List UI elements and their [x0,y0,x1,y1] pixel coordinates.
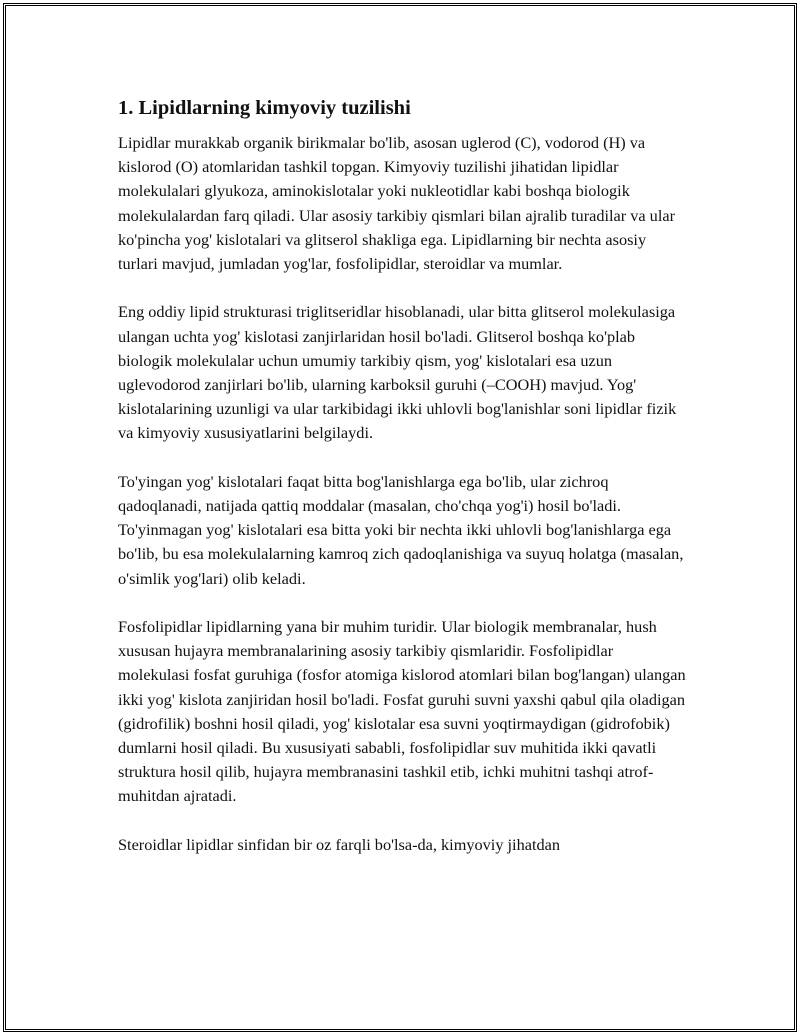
section-heading: 1. Lipidlarning kimyoviy tuzilishi [118,97,411,119]
paragraph-1: Lipidlar murakkab organik birikmalar bo'lib, asosan uglerod (C), vodorod (H) va kislorod (O) atomlaridan tashkil topgan. Kimyoviy tuzilishi jihatidan lipidlar molekulalari glyukoza, aminokislotalar yoki nukleotidlar kabi boshqa biologik molekulalardan farq qiladi. Ular asosiy tarkibiy qismlari bilan ajralib turadilar va ular ko'pincha yog' kislotalari va glitserol shakliga ega. Lipidlarning bir nechta asosiy turlari mavjud, jumladan yog'lar, fosfolipidlar, steroidlar va mumlar. [118,133,675,274]
paragraph-2: Eng oddiy lipid strukturasi triglitseridlar hisoblanadi, ular bitta glitserol molekulasiga ulangan uchta yog' kislotasi zanjirlaridan hosil bo'ladi. Glitserol boshqa ko'plab biologik molekulalar uchun umumiy tarkibiy qism, yog' kislotalari esa uzun uglevodorod zanjirlari bo'lib, ularning karboksil guruhi (–COOH) mavjud. Yog' kislotalarining uzunligi va ular tarkibidagi ikki uhlovli bog'lanishlar soni lipidlar fizik va kimyoviy xususiyatlarini belgilaydi. [118,302,677,443]
paragraph-3: To'yingan yog' kislotalari faqat bitta bog'lanishlarga ega bo'lib, ular zichroq qadoqlanadi, natijada qattiq moddalar (masalan, cho'chqa yog'i) hosil bo'ladi. To'yinmagan yog' kislotalari esa bitta yoki bir nechta ikki uhlovli bog'lanishlarga ega bo'lib, bu esa molekulalarning kamroq zich qadoqlanishiga va suyuq holatga (masalan, o'simlik yog'lari) olib keladi. [118,471,684,588]
paragraph-5: Steroidlar lipidlar sinfidan bir oz farqli bo'lsa-da, kimyoviy jihatdan [118,834,560,854]
document-body [118,95,688,881]
paragraph-4: Fosfolipidlar lipidlarning yana bir muhim turidir. Ular biologik membranalar, hush xususan hujayra membranalarining asosiy tarkibiy qismlaridir. Fosfolipidlar molekulasi fosfat guruhiga (fosfor atomiga kislorod atomlari bilan bog'langan) ulangan ikki yog' kislota zanjiridan hosil bo'ladi. Fosfat guruhi suvni yaxshi qabul qila oladigan (gidrofilik) boshni hosil qiladi, yog' kislotalar esa suvni yoqtirmaydigan (gidrofobik) dumlarni hosil qiladi. Bu xususiyati sababli, fosfolipidlar suv muhitida ikki qavatli struktura hosil qilib, hujayra membranasini tashkil etib, ichki muhitni tashqi atrof-muhitdan ajratadi. [118,617,686,806]
